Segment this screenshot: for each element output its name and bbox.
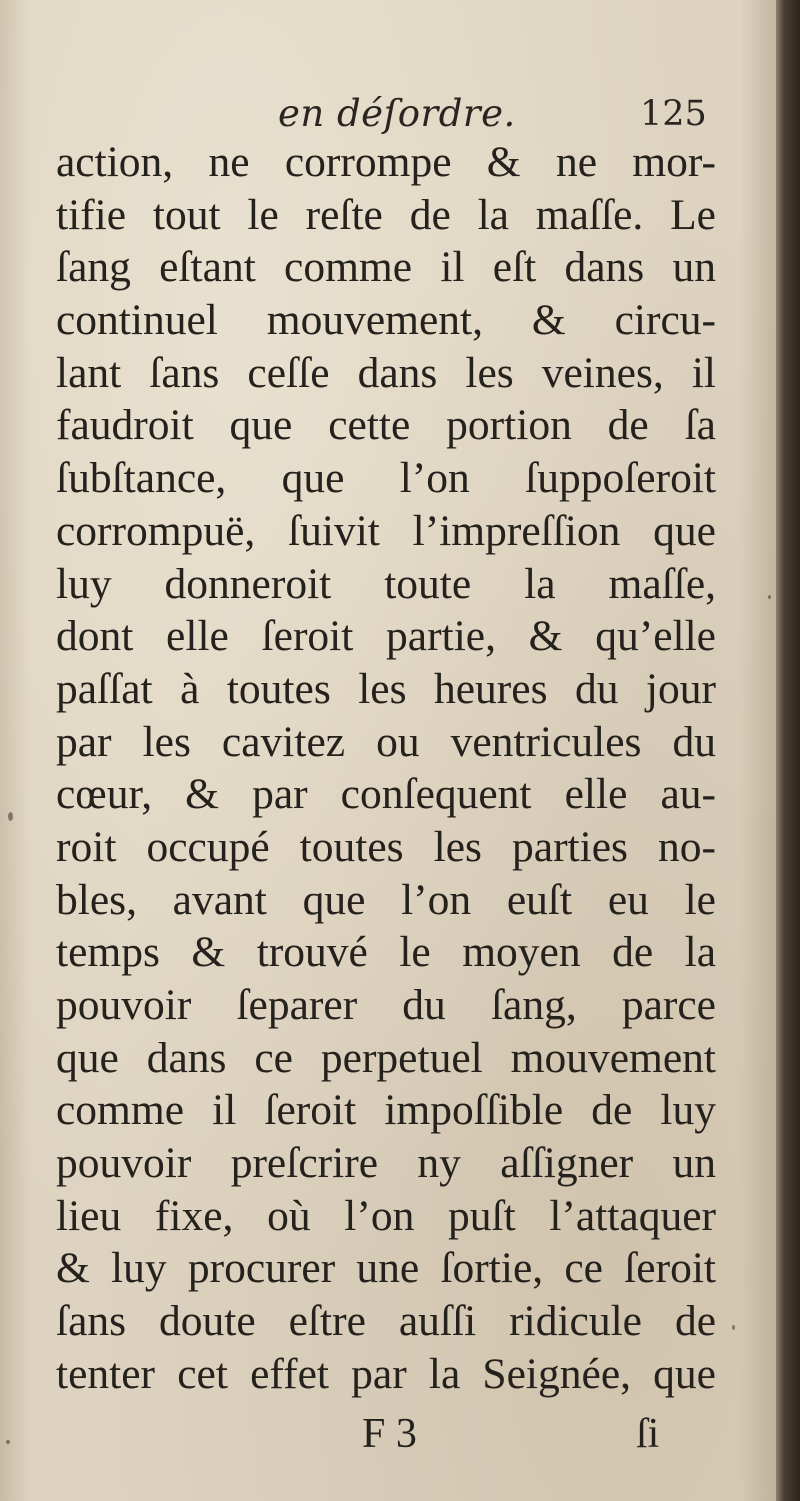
text-line: & luy procurer une ſortie, ce ſeroit — [56, 1244, 716, 1293]
running-title: en déſordre. — [278, 92, 516, 135]
text-line: cœur, & par conſequent elle au- — [56, 770, 716, 819]
paper-speck — [732, 1325, 735, 1330]
text-line: dont elle ſeroit partie, & qu’elle — [56, 612, 716, 661]
text-line: tifie tout le reſte de la maſſe. Le — [56, 190, 716, 239]
text-line: lant ſans ceſſe dans les veines, il — [56, 348, 716, 397]
text-line: continuel mouvement, & circu- — [56, 296, 716, 345]
paper-speck — [768, 595, 771, 599]
text-line: bles, avant que l’on euſt eu le — [56, 875, 716, 924]
paper-speck — [6, 1440, 10, 1444]
body-text — [56, 136, 716, 1401]
text-line: paſſat à toutes les heures du jour — [56, 664, 716, 713]
page-number: 125 — [640, 94, 707, 134]
text-line: corrompuë, ſuivit l’impreſſion que — [56, 506, 716, 555]
text-line: ſang eſtant comme il eſt dans un — [56, 243, 716, 292]
text-line: pouvoir preſcrire ny aſſigner un — [56, 1139, 716, 1188]
text-line: lieu fixe, où l’on puſt l’attaquer — [56, 1191, 716, 1240]
text-line: ſans doute eſtre auſſi ridicule de — [56, 1297, 716, 1346]
signature-mark: F 3 — [362, 1411, 417, 1457]
page-edge — [776, 0, 800, 1501]
text-line: action, ne corrompe & ne mor- — [56, 138, 716, 186]
paper-speck — [8, 812, 13, 821]
text-line: faudroit que cette portion de ſa — [56, 401, 716, 450]
catchword: ſi — [636, 1411, 660, 1457]
text-line: tenter cet effet par la Seignée, que — [56, 1349, 716, 1398]
text-line: roit occupé toutes les parties no- — [56, 822, 716, 871]
text-line: temps & trouvé le moyen de la — [56, 928, 716, 977]
text-line: comme il ſeroit impoſſible de luy — [56, 1086, 716, 1135]
text-line: pouvoir ſeparer du ſang, parce — [56, 981, 716, 1029]
page-footer — [0, 1410, 776, 1470]
text-line: luy donneroit toute la maſſe, — [56, 559, 716, 608]
text-line: que dans ce perpetuel mouvement — [56, 1033, 716, 1082]
text-line: ſubſtance, que l’on ſuppoſeroit — [56, 454, 716, 503]
text-line: par les cavitez ou ventricules du — [56, 717, 716, 766]
